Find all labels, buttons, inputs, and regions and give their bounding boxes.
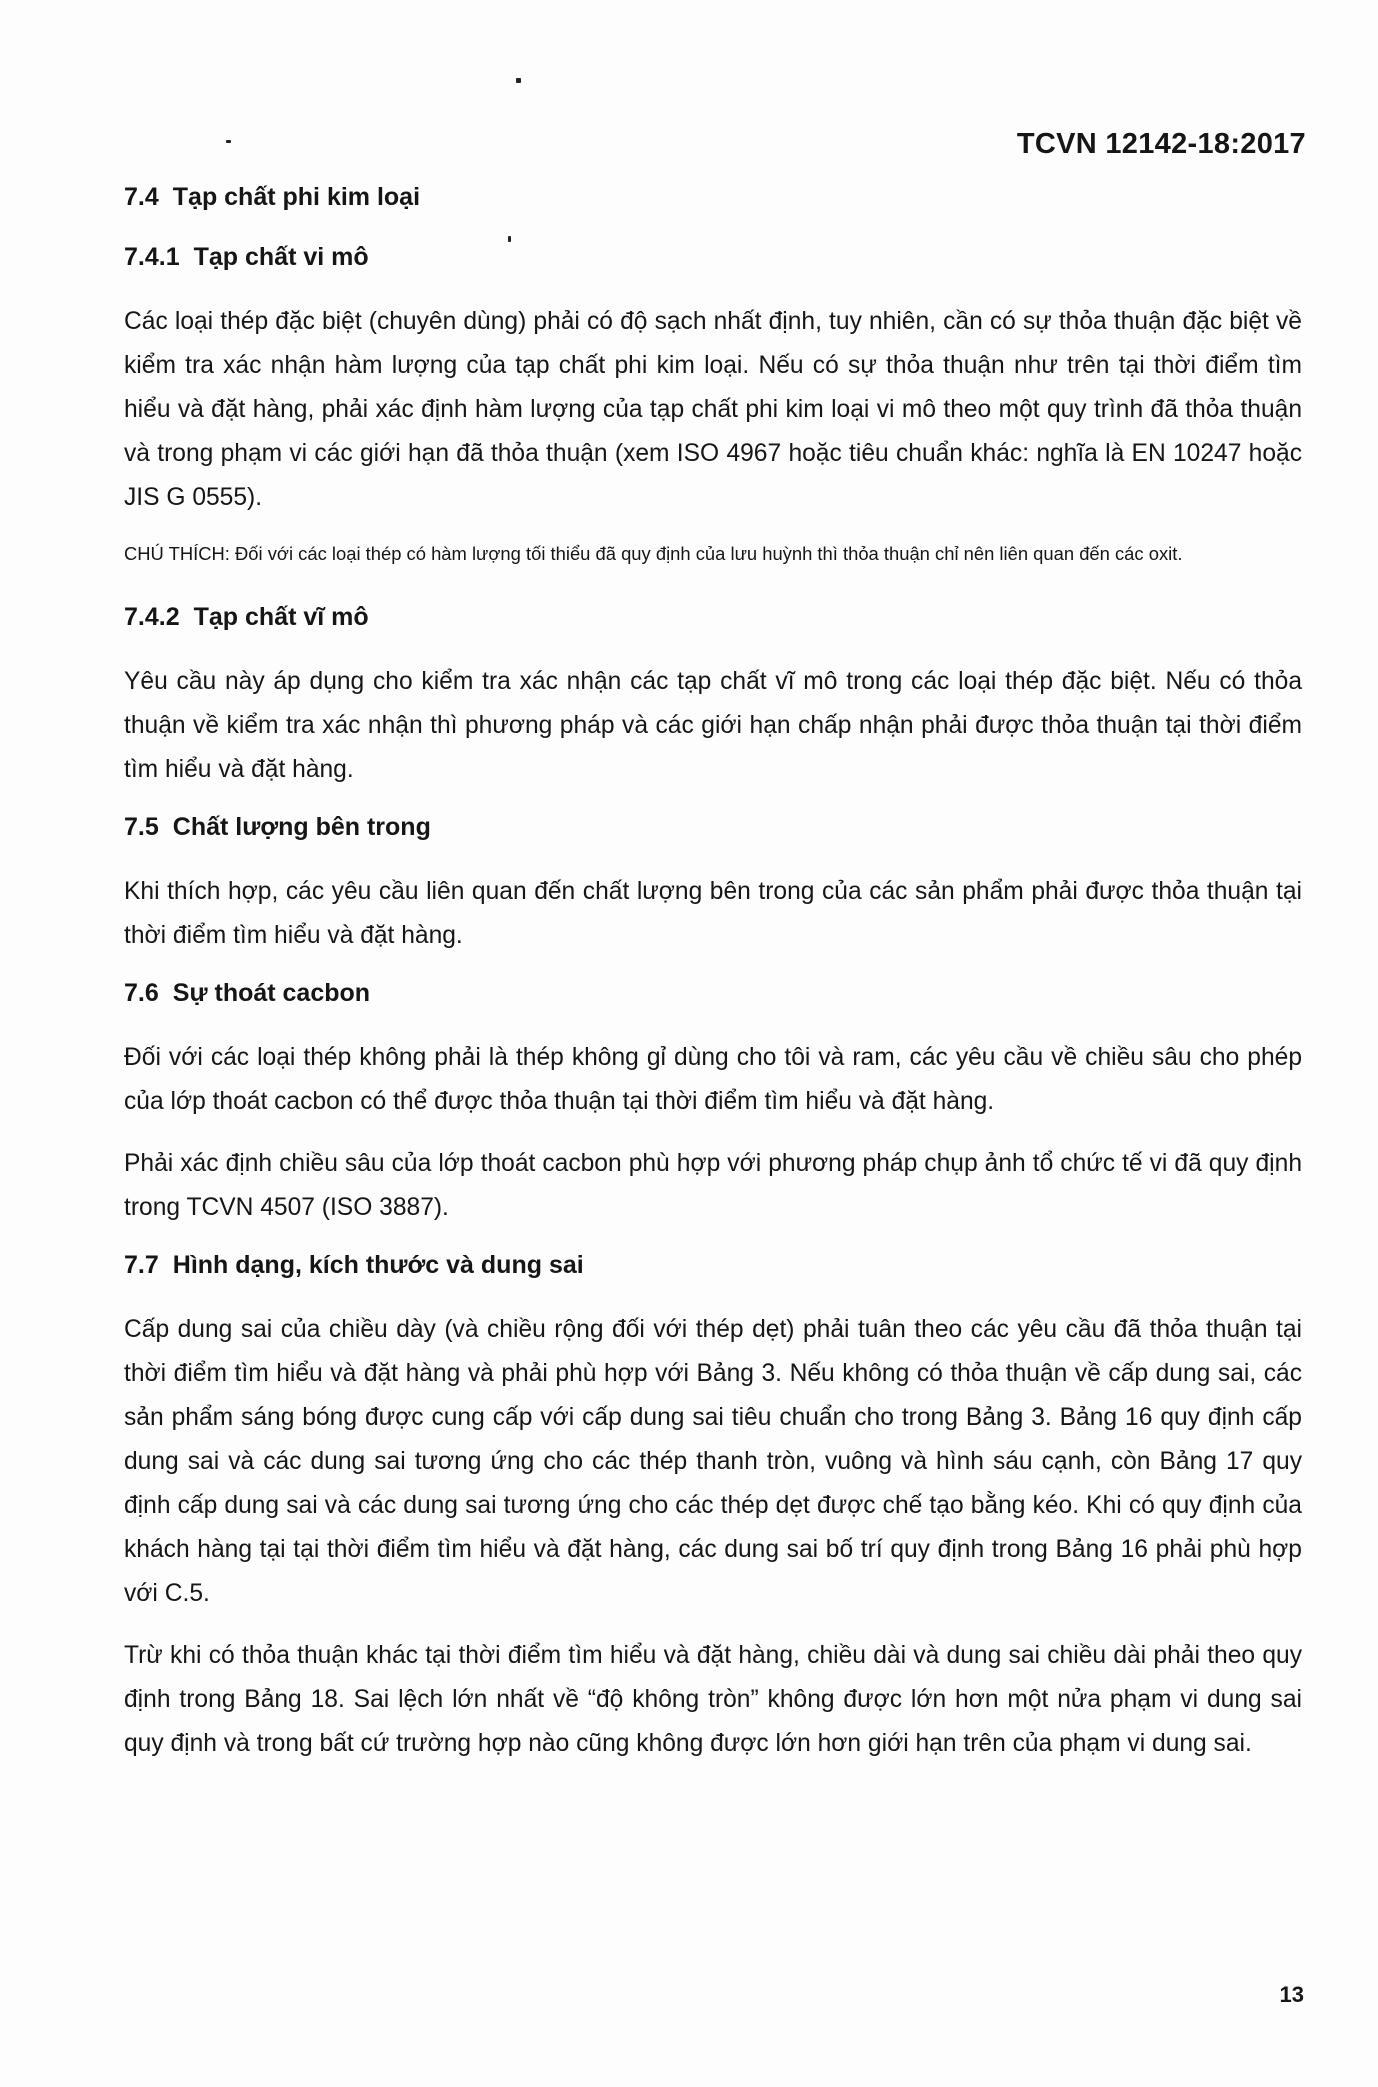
section-number: 7.5	[124, 813, 159, 841]
section-title: Sự thoát cacbon	[172, 979, 371, 1007]
section-number: 7.4	[124, 183, 159, 211]
document-body	[124, 180, 1302, 1784]
paragraph: Trừ khi có thỏa thuận khác tại thời điểm tìm hiểu và đặt hàng, chiều dài và dung sai chiều dài phải theo quy định trong Bảng 18. Sai lệch lớn nhất về “độ không tròn” không được lớn hơn một nửa phạm vi dung sai quy định và trong bất cứ trường hợp nào cũng không được lớn hơn giới hạn trên của phạm vi dung sai.	[124, 1642, 1302, 1757]
paragraph: Yêu cầu này áp dụng cho kiểm tra xác nhận các tạp chất vĩ mô trong các loại thép đặc biệt. Nếu có thỏa thuận về kiểm tra xác nhận thì phương pháp và các giới hạn chấp nhận phải được thỏa thuận tại thời điểm tìm hiểu và đặt hàng.	[124, 668, 1302, 783]
section-number: 7.7	[124, 1251, 159, 1279]
note: CHÚ THÍCH: Đối với các loại thép có hàm lượng tối thiểu đã quy định của lưu huỳnh thì thỏa thuận chỉ nên liên quan đến các oxit.	[124, 543, 1183, 564]
paragraph: Đối với các loại thép không phải là thép không gỉ dùng cho tôi và ram, các yêu cầu về chiều sâu cho phép của lớp thoát cacbon có thể được thỏa thuận tại thời điểm tìm hiểu và đặt hàng.	[124, 1044, 1302, 1115]
section-title: Tạp chất vi mô	[193, 243, 369, 271]
scan-speck	[226, 140, 231, 143]
scan-speck	[516, 78, 521, 83]
section-number: 7.4.1	[124, 243, 180, 271]
section-heading-7-6	[124, 976, 1302, 1010]
paragraph: Cấp dung sai của chiều dày (và chiều rộng đối với thép dẹt) phải tuân theo các yêu cầu đã thỏa thuận tại thời điểm tìm hiểu và đặt hàng và phải phù hợp với Bảng 3. Nếu không có thỏa thuận về cấp dung sai, các sản phẩm sáng bóng được cung cấp với cấp dung sai tiêu chuẩn cho trong Bảng 3. Bảng 16 quy định cấp dung sai và các dung sai tương ứng cho các thép thanh tròn, vuông và hình sáu cạnh, còn Bảng 17 quy định cấp dung sai và các dung sai tương ứng cho các thép dẹt được chế tạo bằng kéo. Khi có quy định của khách hàng tại tại thời điểm tìm hiểu và đặt hàng, các dung sai bố trí quy định trong Bảng 16 phải phù hợp với C.5.	[124, 1316, 1302, 1607]
section-title: Hình dạng, kích thước và dung sai	[172, 1251, 584, 1279]
page-number: 13	[1279, 1982, 1304, 2007]
paragraph: Khi thích hợp, các yêu cầu liên quan đến chất lượng bên trong của các sản phẩm phải được thỏa thuận tại thời điểm tìm hiểu và đặt hàng.	[124, 878, 1302, 949]
paragraph: Các loại thép đặc biệt (chuyên dùng) phải có độ sạch nhất định, tuy nhiên, cần có sự thỏa thuận đặc biệt về kiểm tra xác nhận hàm lượng của tạp chất phi kim loại. Nếu có sự thỏa thuận như trên tại thời điểm tìm hiểu và đặt hàng, phải xác định hàm lượng của tạp chất phi kim loại vi mô theo một quy trình đã thỏa thuận và trong phạm vi các giới hạn đã thỏa thuận (xem ISO 4967 hoặc tiêu chuẩn khác: nghĩa là EN 10247 hoặc JIS G 0555).	[124, 308, 1302, 511]
section-heading-7-5	[124, 810, 1302, 844]
section-heading-7-4-2	[124, 600, 1302, 634]
section-title: Chất lượng bên trong	[172, 813, 431, 841]
section-number: 7.6	[124, 979, 159, 1007]
section-title: Tạp chất vĩ mô	[193, 603, 369, 631]
standard-code: TCVN 12142-18:2017	[1016, 128, 1306, 160]
section-heading-7-4	[124, 180, 1302, 214]
section-number: 7.4.2	[124, 603, 180, 631]
section-heading-7-4-1	[124, 240, 1302, 274]
section-heading-7-7	[124, 1248, 1302, 1282]
section-title: Tạp chất phi kim loại	[172, 183, 421, 211]
paragraph: Phải xác định chiều sâu của lớp thoát cacbon phù hợp với phương pháp chụp ảnh tổ chức tế vi đã quy định trong TCVN 4507 (ISO 3887).	[124, 1150, 1302, 1221]
